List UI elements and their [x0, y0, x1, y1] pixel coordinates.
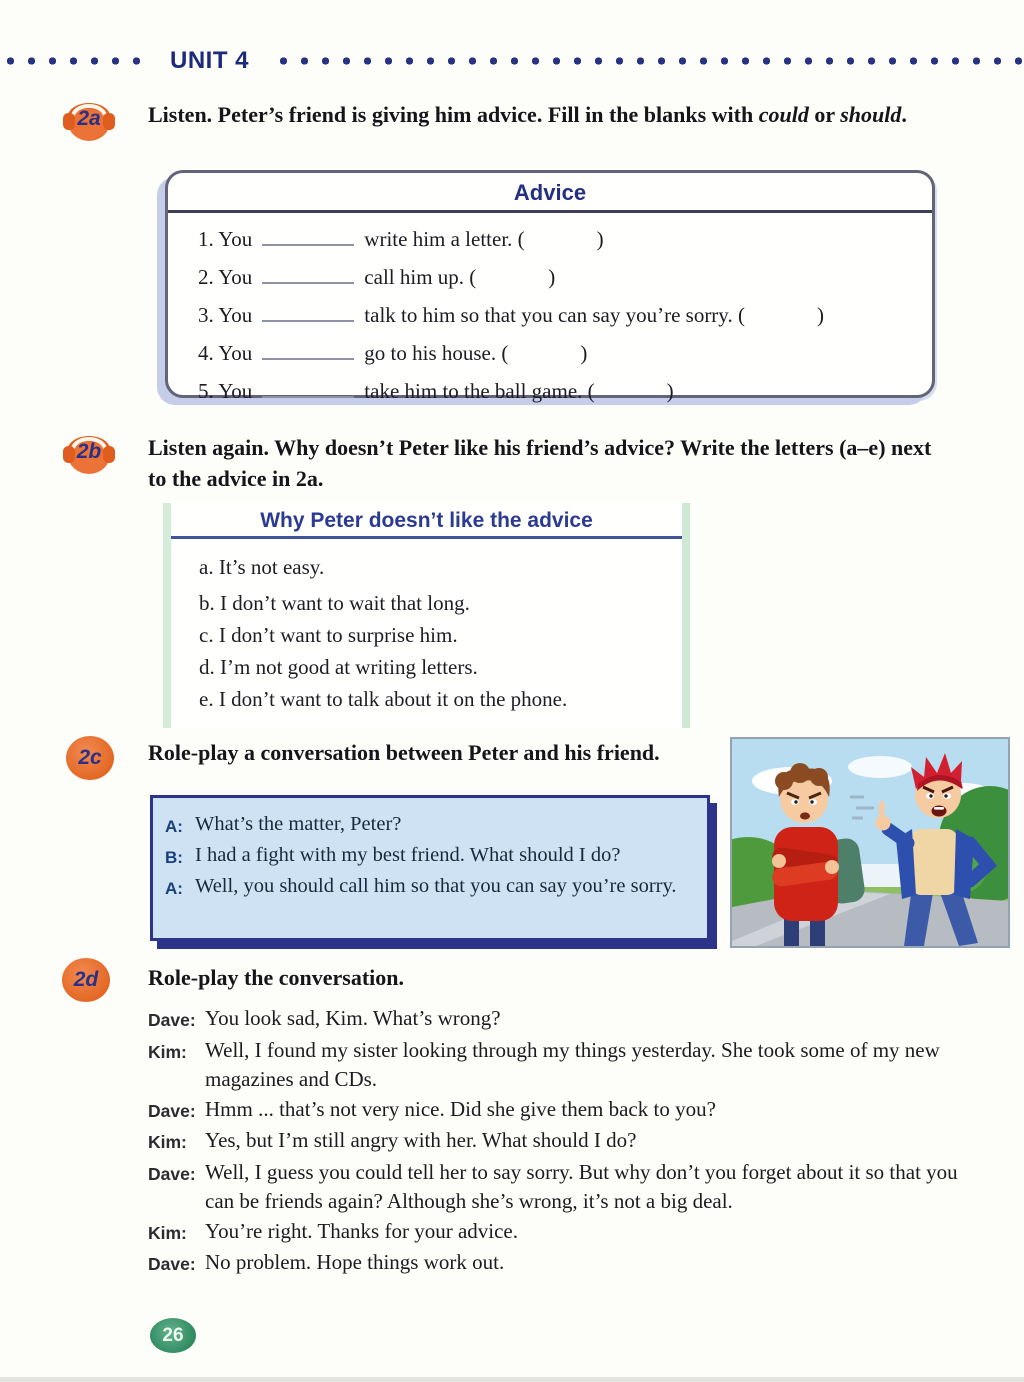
dialog-speaker: B: [165, 848, 183, 867]
section-badge-label: 2b [76, 440, 102, 463]
fill-in-blank [262, 378, 354, 398]
section-badge-2b [62, 428, 116, 476]
heading-text: Listen. Peter’s friend is giving him advice. Fill in the blanks with [148, 102, 759, 127]
dialog-text: Hmm ... that’s not very nice. Did she give them back to you? [205, 1096, 716, 1121]
close-paren: ) [596, 227, 604, 251]
unit-header [0, 48, 1024, 74]
heading-text: . [901, 102, 907, 127]
dialog-line [148, 1126, 970, 1158]
section-badge-2d [62, 958, 110, 1002]
dialog-text: You look sad, Kim. What’s wrong? [205, 1006, 501, 1030]
section-badge-2c [66, 736, 114, 780]
advice-item [198, 340, 918, 366]
fill-in-blank [262, 340, 354, 360]
dialog-text: Well, I found my sister looking through my things yesterday. She took some of my new magazines and CDs. [205, 1037, 940, 1091]
advice-item-lead: 2. You [198, 265, 253, 289]
section-badge-label: 2a [77, 107, 101, 130]
role-play-dialog-box [150, 795, 710, 941]
reason-item: b. I don’t want to wait that long. [199, 591, 470, 615]
dialog-line [148, 1095, 970, 1127]
section-2c-heading: Role-play a conversation between Peter and his friend. [148, 740, 660, 765]
page-bottom-edge [0, 1377, 1024, 1382]
dialog-text: Yes, but I’m still angry with her. What should I do? [205, 1128, 637, 1152]
section-badge-label: 2c [78, 746, 102, 769]
reason-item: c. I don’t want to surprise him. [199, 623, 458, 647]
dialog-speaker: A: [165, 817, 183, 836]
section-badge-2a [62, 95, 116, 143]
reason-item: e. I don’t want to talk about it on the phone. [199, 687, 568, 711]
reasons-box [163, 503, 690, 728]
advice-item-lead: 3. You [198, 303, 253, 327]
dialog-line [165, 872, 697, 903]
dotted-rule-left [0, 55, 150, 67]
close-paren: ) [548, 265, 556, 289]
unit-title: UNIT 4 [170, 47, 250, 74]
advice-box-title: Advice [513, 180, 587, 205]
close-paren: ) [666, 379, 674, 403]
cartoon-argument-illustration [730, 737, 1010, 948]
advice-item-text: call him up. ( [364, 265, 477, 289]
dialog-text: I had a fight with my best friend. What should I do? [195, 844, 621, 866]
reasons-box-title: Why Peter doesn’t like the advice [260, 509, 593, 532]
heading-text: or [808, 102, 841, 127]
advice-item [198, 378, 918, 404]
advice-item [198, 226, 918, 252]
section-badge-label: 2d [73, 968, 99, 991]
dialog-speaker: Kim: [148, 1041, 187, 1062]
dialog-speaker: Kim: [148, 1222, 187, 1243]
dialog-text: You’re right. Thanks for your advice. [205, 1218, 519, 1243]
advice-item-lead: 5. You [198, 379, 253, 403]
advice-item-lead: 4. You [198, 341, 253, 365]
section-2d-heading: Role-play the conversation. [148, 965, 405, 990]
close-paren: ) [816, 303, 824, 327]
dialog-speaker: Dave: [148, 1163, 196, 1184]
dialog-line [148, 1036, 970, 1095]
advice-item-text: go to his house. ( [364, 341, 509, 365]
fill-in-blank [262, 264, 354, 284]
dotted-rule-right [273, 55, 1024, 67]
dialog-line [148, 1004, 970, 1036]
heading-italic-word: could [758, 102, 809, 127]
section-2b-heading: Listen again. Why doesn’t Peter like his friend’s advice? Write the letters (a–e) next to the advice in 2a. [148, 435, 932, 491]
advice-items [168, 213, 932, 404]
reasons-items [171, 539, 682, 715]
heading-italic-word: should [840, 102, 902, 127]
dialog-line [148, 1158, 970, 1217]
advice-item [198, 302, 918, 328]
two-boys-arguing-image [732, 739, 1008, 946]
close-paren: ) [580, 341, 588, 365]
dialog-line [165, 810, 697, 841]
conversation-2d [148, 1004, 970, 1280]
advice-box [165, 170, 935, 403]
advice-item-text: write him a letter. ( [364, 227, 525, 251]
dialog-speaker: Kim: [148, 1132, 187, 1152]
dialog-speaker: A: [165, 879, 183, 898]
dialog-text: Well, I guess you could tell her to say sorry. But why don’t you forget about it so that you can be friends again? Although she’s wrong, it’s not a big deal. [205, 1159, 958, 1213]
page-number-badge: 26 [150, 1318, 196, 1353]
section-2a-heading [148, 99, 956, 130]
dialog-text: No problem. Hope things work out. [205, 1250, 505, 1274]
dialog-speaker: Dave: [148, 1254, 196, 1274]
advice-item [198, 264, 918, 290]
advice-item-text: talk to him so that you can say you’re sorry. ( [364, 303, 745, 327]
reason-item: a. It’s not easy. [199, 555, 325, 579]
dialog-text: Well, you should call him so that you can say you’re sorry. [195, 875, 677, 897]
dialog-line [165, 841, 697, 872]
dialog-text: What’s the matter, Peter? [195, 813, 402, 835]
advice-item-lead: 1. You [198, 227, 253, 251]
advice-item-text: take him to the ball game. ( [364, 379, 595, 403]
dialog-line [148, 1217, 970, 1249]
dialog-speaker: Dave: [148, 1100, 196, 1121]
dialog-line [148, 1248, 970, 1280]
reason-item: d. I’m not good at writing letters. [199, 655, 478, 679]
dialog-speaker: Dave: [148, 1010, 196, 1030]
fill-in-blank [262, 302, 354, 322]
fill-in-blank [262, 226, 354, 246]
